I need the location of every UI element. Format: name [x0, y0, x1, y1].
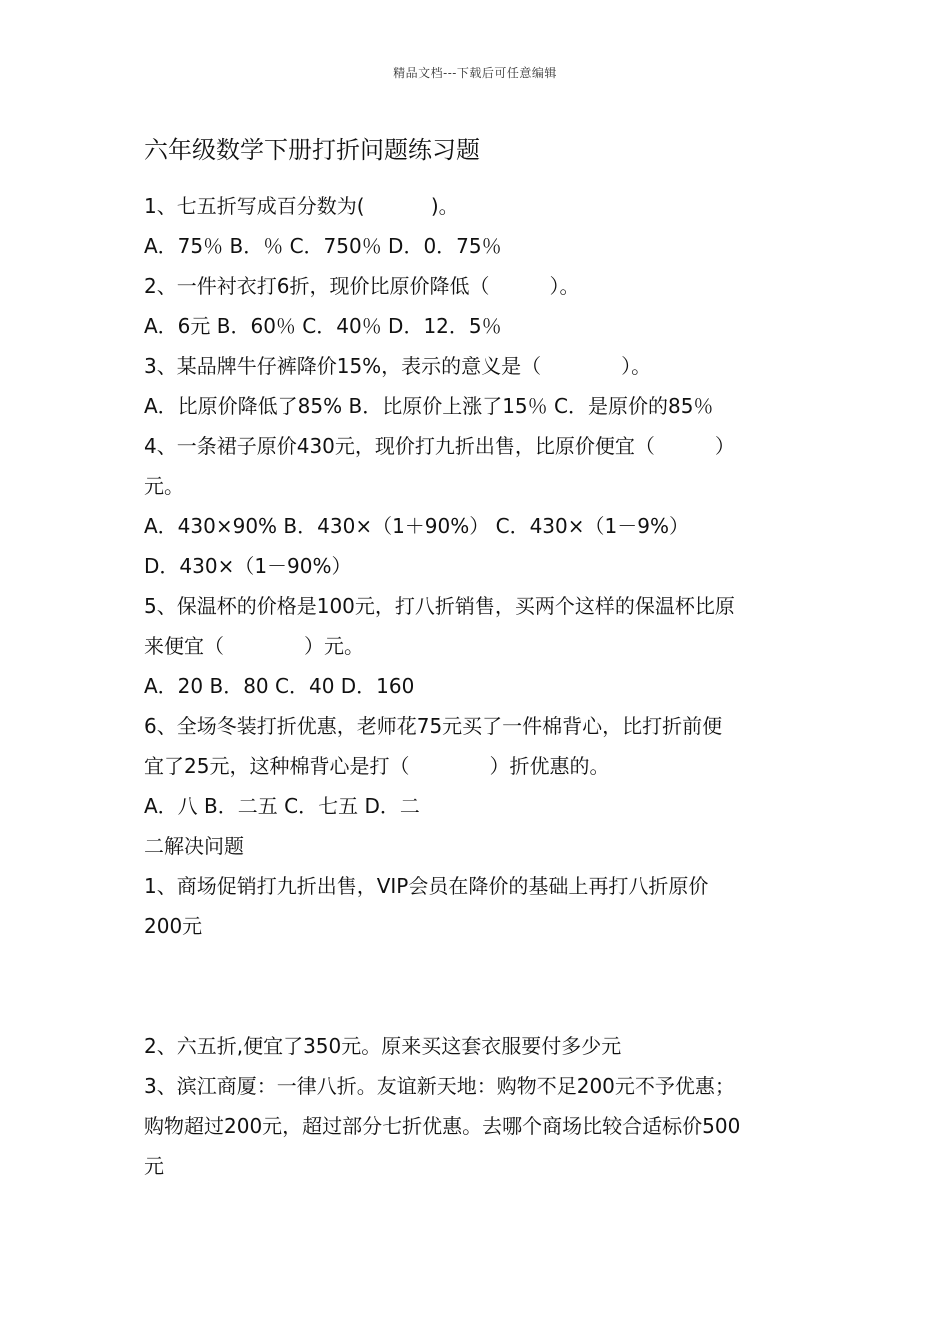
text-line: A．430×90% B．430×（1＋90%） C．430×（1－9%） [144, 514, 689, 538]
text-line: 1、商场促销打九折出售，VIP会员在降价的基础上再打八折原价 [144, 874, 709, 898]
text-line: A．6元 B．60％ C．40％ D．12．5％ [144, 314, 502, 338]
text-line: 2、一件衬衣打6折，现价比原价降低（ ）。 [144, 274, 580, 298]
text-line: 宜了25元，这种棉背心是打（ ）折优惠的。 [144, 754, 610, 778]
text-line: 来便宜（ ）元。 [144, 634, 364, 658]
text-line: 5、保温杯的价格是100元，打八折销售，买两个这样的保温杯比原 [144, 594, 735, 618]
section-heading: 二解决问题 [144, 834, 244, 858]
text-line: 购物超过200元，超过部分七折优惠。去哪个商场比较合适标价500 [144, 1114, 741, 1138]
text-line: 3、某品牌牛仔裤降价15%，表示的意义是（ ）。 [144, 354, 652, 378]
page-header: 精品文档---下载后可任意编辑 [393, 66, 557, 80]
document-title: 六年级数学下册打折问题练习题 [144, 136, 480, 164]
text-line: A．比原价降低了85% B．比原价上涨了15％ C．是原价的85％ [144, 394, 714, 418]
document-body [144, 186, 824, 1186]
text-line: A．20 B．80 C．40 D．160 [144, 674, 415, 698]
text-line: 元。 [144, 474, 184, 498]
text-line: 2、六五折,便宜了350元。原来买这套衣服要付多少元 [144, 1034, 622, 1058]
text-line: A．75％ B．％ C．750％ D．0．75％ [144, 234, 502, 258]
text-line: D．430×（1－90%） [144, 554, 352, 578]
text-line: A．八 B．二五 C．七五 D．二 [144, 794, 420, 818]
answer-space [144, 946, 824, 1026]
text-line: 元 [144, 1154, 164, 1178]
text-line: 4、一条裙子原价430元，现价打九折出售，比原价便宜（ ） [144, 434, 735, 458]
text-line: 3、滨江商厦：一律八折。友谊新天地：购物不足200元不予优惠； [144, 1074, 735, 1098]
text-line: 200元 [144, 914, 203, 938]
text-line: 6、全场冬装打折优惠，老师花75元买了一件棉背心，比打折前便 [144, 714, 723, 738]
text-line: 1、七五折写成百分数为( )。 [144, 194, 459, 218]
